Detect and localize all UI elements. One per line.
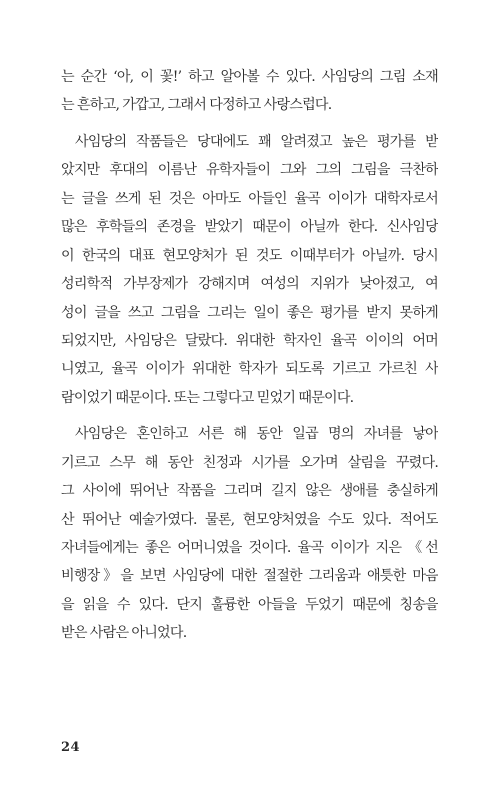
text-line: 람이었기 때문이다. 또는 그렇다고 믿었기 때문이다. [61,389,354,406]
text-line: 니였고, 율곡 이이가 위대한 학자가 되도록 기르고 가르친 사 [61,361,438,378]
text-line: 되었지만, 사임당은 달랐다. 위대한 학자인 율곡 이이의 어머 [61,332,438,349]
text-line: 는 글을 쓰게 된 것은 아마도 아들인 율곡 이이가 대학자로서 [61,190,438,207]
text-line: 많은 후학들의 존경을 받았기 때문이 아닐까 한다. 신사임당 [61,219,438,236]
text-line: 그 사이에 뛰어난 작품을 그리며 길지 않은 생애를 충실하게 [61,483,438,500]
text-line: 기르고 스무 해 동안 친정과 시가를 오가며 살림을 꾸렸다. [61,454,438,471]
text-line: 성리학적 가부장제가 강해지며 여성의 지위가 낮아졌고, 여 [61,276,438,293]
text-line: 는 흔하고, 가깝고, 그래서 다정하고 사랑스럽다. [61,97,332,114]
page-number: 24 [61,740,81,755]
paragraph-gap [61,412,438,420]
paragraph-gap [61,120,438,128]
text-line: 산 뛰어난 예술가였다. 물론, 현모양처였을 수도 있다. 적어도 [61,511,438,528]
text-line: 았지만 후대의 이름난 유학자들이 그와 그의 그림을 극찬하 [61,162,438,179]
paragraph [61,420,438,648]
text-line: 성이 글을 쓰고 그림을 그리는 일이 좋은 평가를 받지 못하게 [61,304,438,321]
paragraph [61,128,438,412]
text-line: 는 순간 ‘아, 이 꽃!’ 하고 알아볼 수 있다. 사임당의 그림 소재 [61,69,438,85]
text-line: 받은 사람은 아니었다. [61,625,187,642]
text-line: 비행장》을 보면 사임당에 대한 절절한 그리움과 애틋한 마음 [61,568,438,585]
text-line: 자녀들에게는 좋은 어머니였을 것이다. 율곡 이이가 지은 《선 [61,540,438,556]
text-line: 을 읽을 수 있다. 단지 훌륭한 아들을 두었기 때문에 칭송을 [61,596,438,613]
text-line: 사임당의 작품들은 당대에도 꽤 알려졌고 높은 평가를 받 [75,133,438,150]
book-page-body [61,63,438,648]
paragraph [61,63,438,120]
text-line: 사임당은 혼인하고 서른 해 동안 일곱 명의 자녀를 낳아 [75,426,438,443]
text-line: 이 한국의 대표 현모양처가 된 것도 이때부터가 아닐까. 당시 [61,247,438,264]
